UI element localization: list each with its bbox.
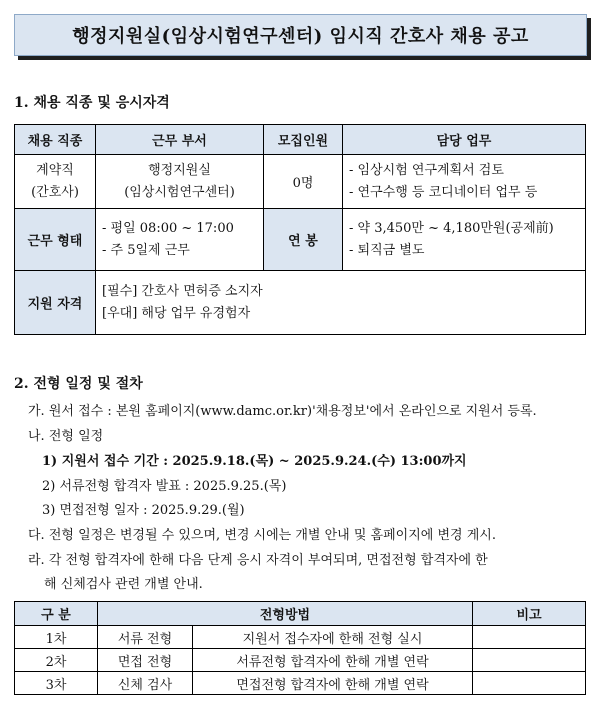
item-na: 나. 전형 일정 xyxy=(28,429,104,444)
header-department: 근무 부서 xyxy=(96,125,264,155)
item-ga: 가. 원서 접수 : 본원 홈페이지(www.damc.or.kr)'채용정보'에서 온라인으로 지원서 등록. xyxy=(28,404,537,419)
qualification-label: 지원 자격 xyxy=(15,271,96,335)
item-ra-line1: 라. 각 전형 합격자에 한해 다음 단계 응시 자격이 부여되며, 면접전형 합격자에 한 xyxy=(28,553,488,568)
qualification-cell: [필수] 간호사 면허증 소지자 [우대] 해당 업무 유경험자 xyxy=(96,271,586,335)
recruitment-table xyxy=(14,124,586,335)
item-da: 다. 전형 일정은 변경될 수 있으며, 변경 시에는 개별 안내 및 홈페이지에 변경 게시. xyxy=(28,528,496,543)
schedule-item-1: 1) 지원서 접수 기간 : 2025.9.18.(목) ~ 2025.9.24.(수) 13:00까지 xyxy=(42,454,467,469)
section1-heading: 1. 채용 직종 및 응시자격 xyxy=(14,95,170,111)
selection-table xyxy=(14,601,586,695)
schedule-item-3: 3) 면접전형 일자 : 2025.9.29.(월) xyxy=(42,503,245,518)
header-duties: 담당 업무 xyxy=(343,125,586,155)
department-cell: 행정지원실 (임상시험연구센터) xyxy=(96,155,264,209)
item-ra-line2: 해 신체검사 관련 개별 안내. xyxy=(44,577,203,592)
schedule-item-2: 2) 서류전형 합격자 발표 : 2025.9.25.(목) xyxy=(42,479,287,494)
salary-cell: - 약 3,450만 ~ 4,180만원(공제前) - 퇴직금 별도 xyxy=(343,209,586,271)
work-form-label: 근무 형태 xyxy=(15,209,96,271)
header-method: 전형방법 xyxy=(98,602,473,626)
salary-label: 연 봉 xyxy=(264,209,343,271)
job-type-cell: 계약직 (간호사) xyxy=(15,155,96,209)
section2-heading: 2. 전형 일정 및 절차 xyxy=(14,376,143,392)
table-row: 3차 신체 검사 면접전형 합격자에 한해 개별 연락 xyxy=(15,672,586,695)
headcount-cell: 0명 xyxy=(264,155,343,209)
table-row: 2차 면접 전형 서류전형 합격자에 한해 개별 연락 xyxy=(15,649,586,672)
header-note: 비고 xyxy=(473,602,586,626)
duties-cell: - 임상시험 연구계획서 검토 - 연구수행 등 코디네이터 업무 등 xyxy=(343,155,586,209)
work-form-cell: - 평일 08:00 ~ 17:00 - 주 5일제 근무 xyxy=(96,209,264,271)
page-title: 행정지원실(임상시험연구센터) 임시직 간호사 채용 공고 xyxy=(14,14,587,56)
header-job-type: 채용 직종 xyxy=(15,125,96,155)
header-stage: 구 분 xyxy=(15,602,98,626)
table-row: 1차 서류 전형 지원서 접수자에 한해 전형 실시 xyxy=(15,626,586,649)
header-headcount: 모집인원 xyxy=(264,125,343,155)
